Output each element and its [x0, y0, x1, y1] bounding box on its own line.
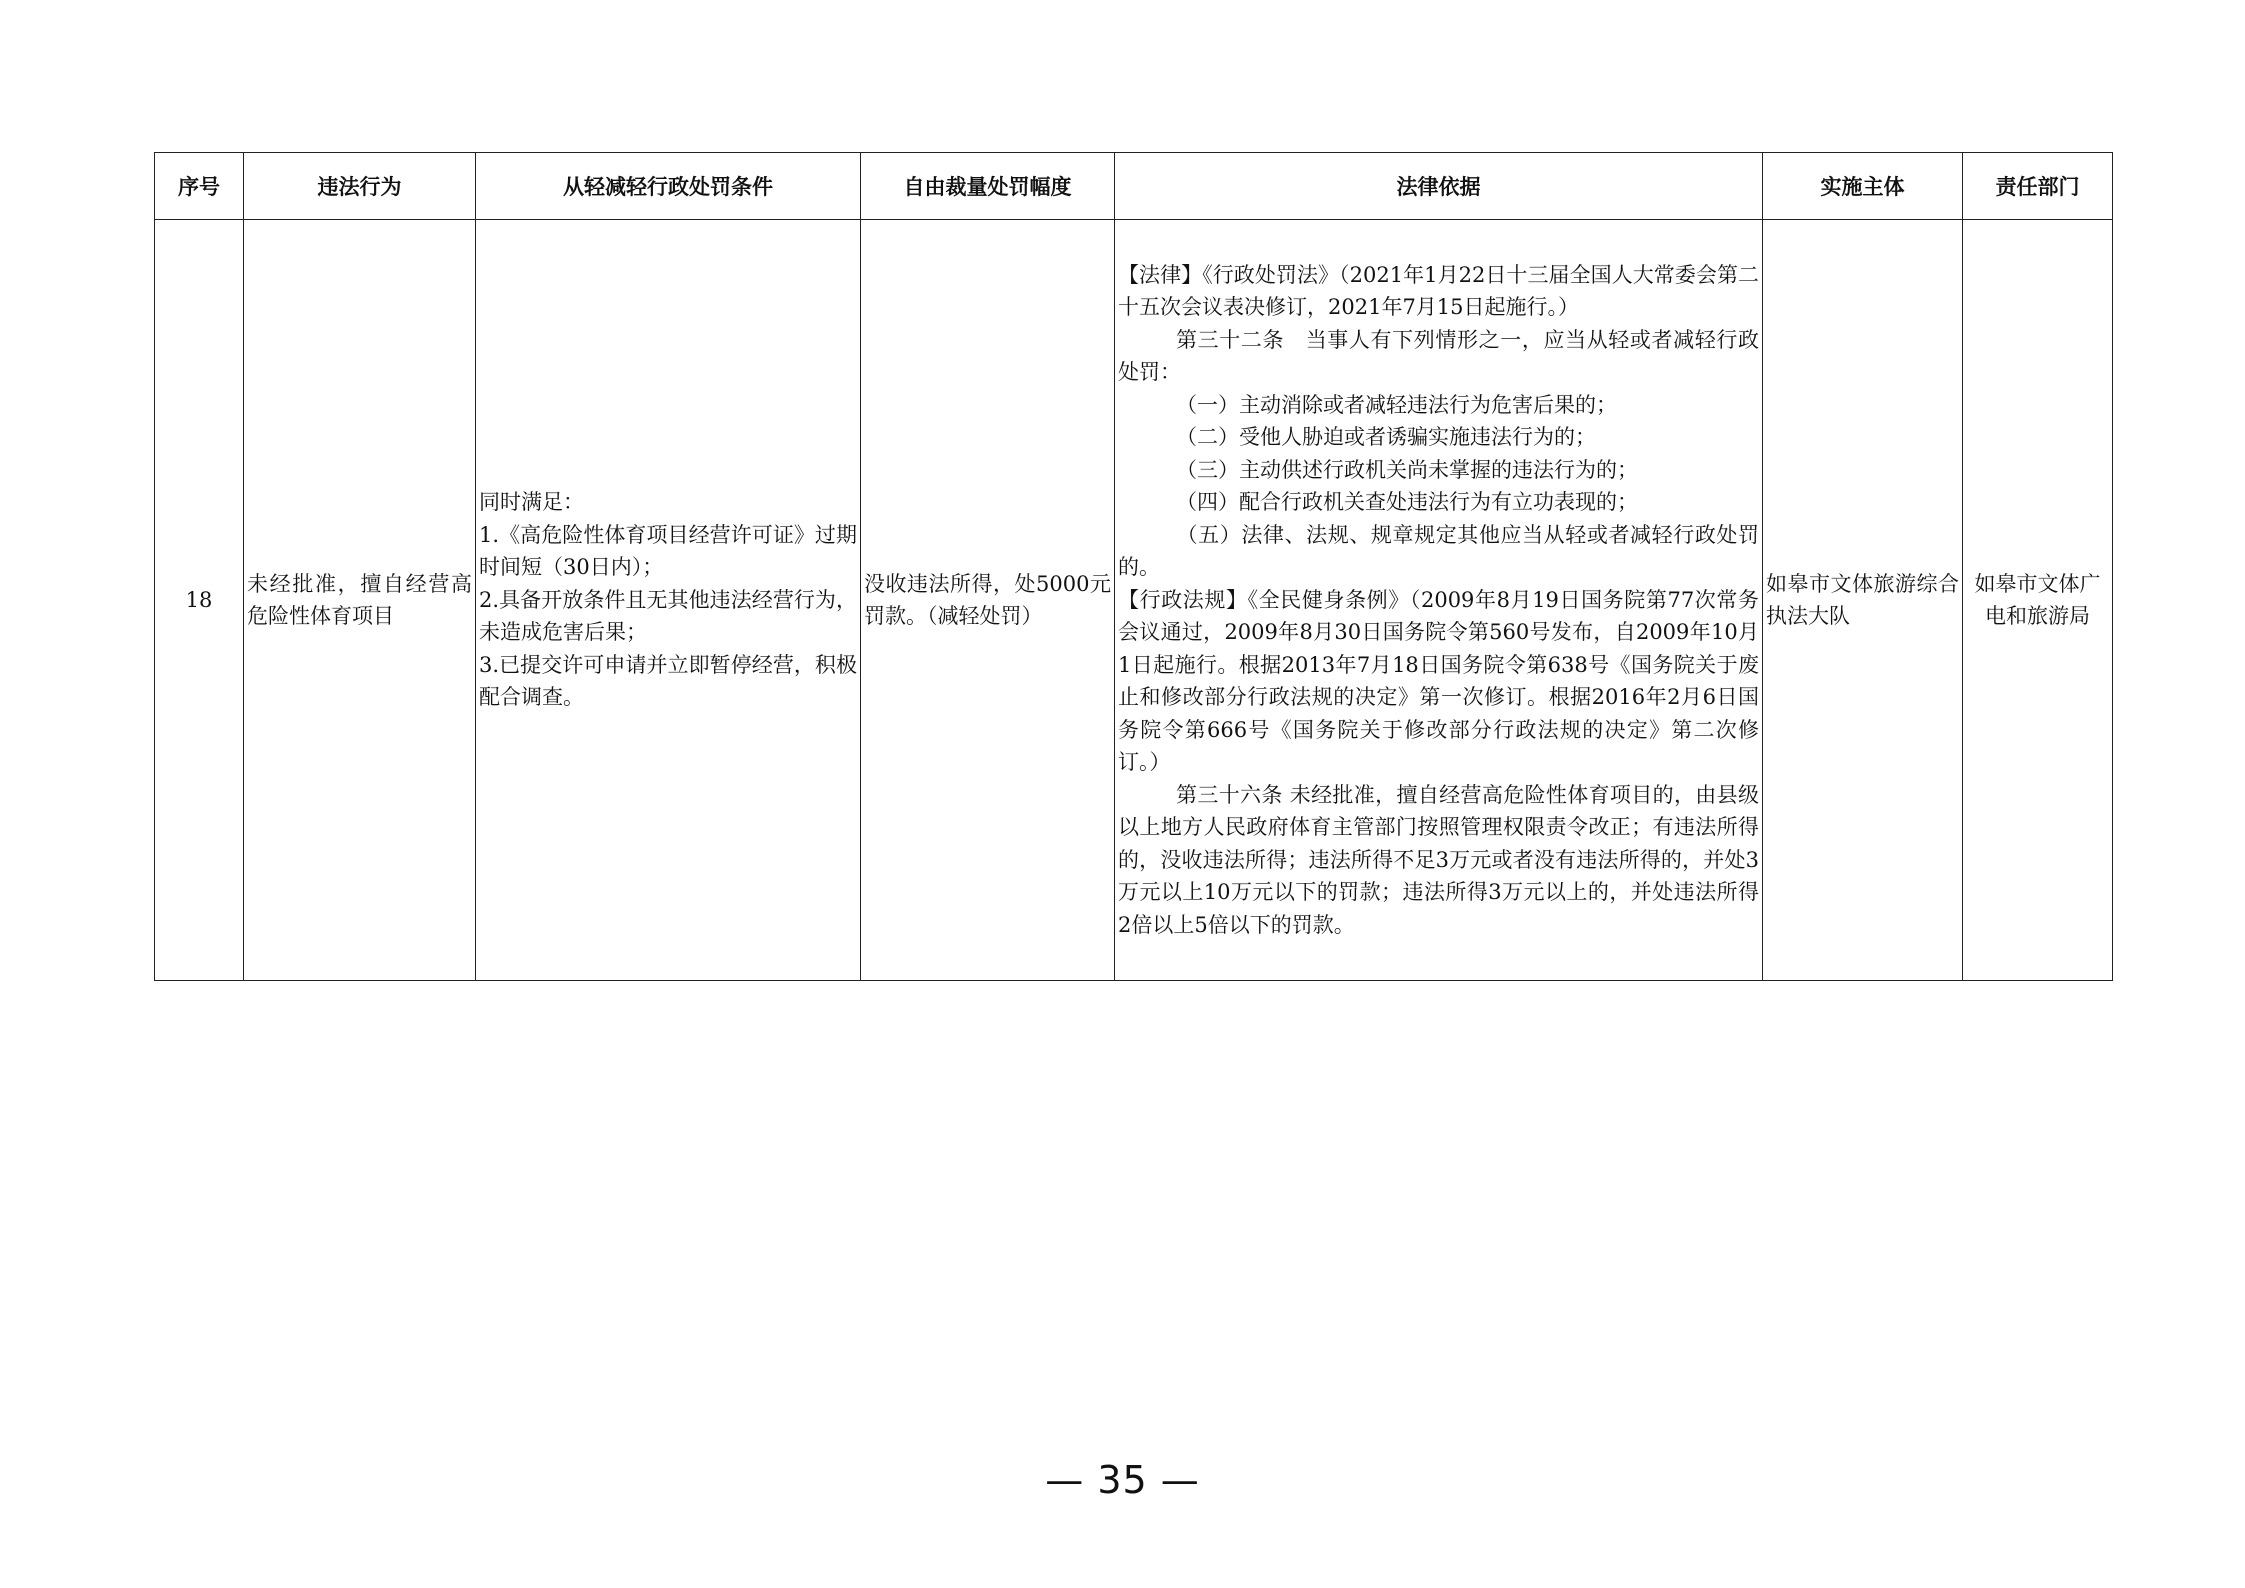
- law-article-32: 第三十二条 当事人有下列情形之一，应当从轻或者减轻行政处罚：: [1118, 327, 1759, 385]
- penalty-table: [154, 152, 2113, 981]
- law-item-5: [1118, 519, 1759, 584]
- condition-item-1: 1.《高危险性体育项目经营许可证》过期时间短（30日内）；: [479, 522, 857, 580]
- condition-item-2: 2.具备开放条件且无其他违法经营行为，未造成危害后果；: [479, 587, 857, 645]
- law-citation: 【法律】《行政处罚法》（2021年1月22日十三届全国人大常委会第二十五次会议表决修订，2021年7月15日起施行。）: [1118, 262, 1759, 320]
- cell-violation: 未经批准，擅自经营高危险性体育项目: [244, 220, 476, 981]
- header-department: 责任部门: [1963, 153, 2113, 220]
- law-item-1: （一）主动消除或者减轻违法行为危害后果的；: [1176, 392, 1617, 417]
- header-legal-basis: 法律依据: [1115, 153, 1763, 220]
- header-violation: 违法行为: [244, 153, 476, 220]
- law-item-5-text: （五）法律、法规、规章规定其他应当从轻或者减轻行政处罚的。: [1118, 522, 1759, 580]
- cell-legal-basis: [1115, 220, 1763, 981]
- cell-conditions: [476, 220, 861, 981]
- condition-item-3: 3.已提交许可申请并立即暂停经营，积极配合调查。: [479, 652, 857, 710]
- law-item-3: （三）主动供述行政机关尚未掌握的违法行为的；: [1176, 457, 1638, 482]
- header-implementer: 实施主体: [1763, 153, 1963, 220]
- header-penalty-range: 自由裁量处罚幅度: [861, 153, 1115, 220]
- table-header-row: [155, 153, 2113, 220]
- condition-intro: 同时满足：: [479, 490, 584, 515]
- law-item-2: （二）受他人胁迫或者诱骗实施违法行为的；: [1176, 425, 1596, 450]
- regulation-citation: 【行政法规】《全民健身条例》（2009年8月19日国务院第77次常务会议通过，2009年8月30日国务院令第560号发布，自2009年10月1日起施行。根据2013年7月18日国务院令第638号《国务院关于废止和修改部分行政法规的决定》第一次修订。根据2016年2月6日国务院令第666号《国务院关于修改部分行政法规的决定》第二次修订。）: [1118, 587, 1759, 775]
- header-no: 序号: [155, 153, 244, 220]
- header-conditions: 从轻减轻行政处罚条件: [476, 153, 861, 220]
- table-row: [155, 220, 2113, 981]
- regulation-article-36: 第三十六条 未经批准，擅自经营高危险性体育项目的，由县级以上地方人民政府体育主管部门按照管理权限责令改正；有违法所得的，没收违法所得；违法所得不足3万元或者没有违法所得的，并处3万元以上10万元以下的罚款；违法所得3万元以上的，并处违法所得2倍以上5倍以下的罚款。: [1118, 782, 1759, 937]
- cell-department: 如皋市文体广电和旅游局: [1963, 220, 2113, 981]
- cell-implementer: 如皋市文体旅游综合执法大队: [1763, 220, 1963, 981]
- law-item-4: （四）配合行政机关查处违法行为有立功表现的；: [1176, 490, 1638, 515]
- page-number: — 35 —: [1045, 1458, 1200, 1502]
- cell-no: 18: [155, 220, 244, 981]
- cell-penalty: 没收违法所得，处5000元罚款。（减轻处罚）: [861, 220, 1115, 981]
